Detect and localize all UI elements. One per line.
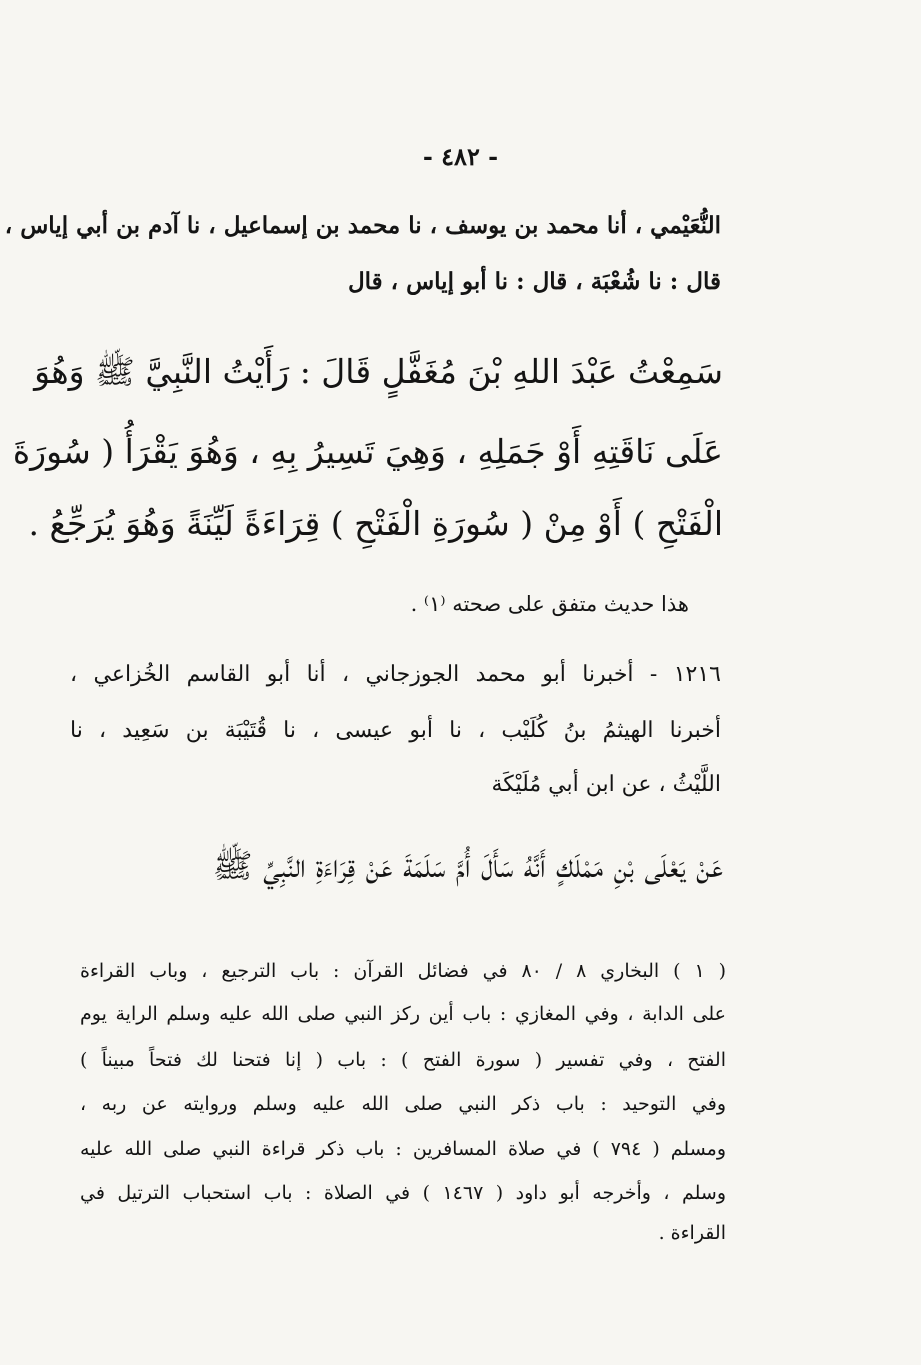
page-number: - ٤٨٢ - [422, 142, 499, 171]
footnote-line-5: ومسلم ( ٧٩٤ ) في صلاة المسافرين : باب ذكر قراءة النبي صلى الله عليه [80, 1138, 726, 1160]
isnad-2-line-1: ١٢١٦ - أخبرنا أبو محمد الجوزجاني ، أنا أبو القاسم الخُزاعي ، [70, 662, 721, 687]
footnote-line-2: على الدابة ، وفي المغازي : باب أين ركز النبي صلى الله عليه وسلم الراية يوم [80, 1003, 726, 1025]
matn-1-line-1: سَمِعْتُ عَبْدَ اللهِ بْنَ مُغَفَّلٍ قَالَ : رَأَيْتُ النَّبِيَّ ﷺ وَهُوَ [34, 352, 723, 391]
footnote-line-6: وسلم ، وأخرجه أبو داود ( ١٤٦٧ ) في الصلاة : باب استحباب الترتيل في [80, 1182, 726, 1204]
footnote-line-3: الفتح ، وفي تفسير ( سورة الفتح ) : باب ( إنا فتحنا لك فتحاً مبيناً ) [80, 1049, 726, 1071]
isnad-2-line-3: اللَّيْثُ ، عن ابن أبي مُلَيْكَة [491, 772, 721, 797]
footnote-line-1: ( ١ ) البخاري ٨ / ٨٠ في فضائل القرآن : باب الترجيع ، وباب القراءة [80, 960, 726, 982]
isnad-2-line-2: أخبرنا الهيثمُ بنُ كُلَيْب ، نا أبو عيسى ، نا قُتَيْبَة بن سَعِيد ، نا [70, 718, 721, 743]
footnote-line-7: القراءة . [658, 1222, 726, 1244]
isnad-1-line-1: النُّعَيْمي ، أنا محمد بن يوسف ، نا محمد بن إسماعيل ، نا آدم بن أبي إياس ، [4, 212, 721, 239]
footnote-line-4: وفي التوحيد : باب ذكر النبي صلى الله عليه وسلم وروايته عن ربه ، [80, 1093, 726, 1115]
matn-1-line-2: عَلَى نَاقَتِهِ أَوْ جَمَلِهِ ، وَهِيَ تَسِيرُ بِهِ ، وَهُوَ يَقْرَأُ ( سُورَةَ [12, 432, 723, 471]
isnad-1-line-2: قال : نا شُعْبَة ، قال : نا أبو إياس ، قال [347, 268, 721, 295]
matn-2-line-1: عَنْ يَعْلَى بْنِ مَمْلَكٍ أَنَّهُ سَأَلَ أُمَّ سَلَمَةَ عَنْ قِرَاءَةِ النَّبِيِّ ﷺ [212, 846, 723, 885]
hadith-grading: هذا حديث متفق على صحته ⁽١⁾ . [410, 592, 689, 616]
matn-1-line-3: الْفَتْحِ ) أَوْ مِنْ ( سُورَةِ الْفَتْحِ ) قِرَاءَةً لَيِّنَةً وَهُوَ يُرَجِّعُ . [28, 504, 723, 543]
